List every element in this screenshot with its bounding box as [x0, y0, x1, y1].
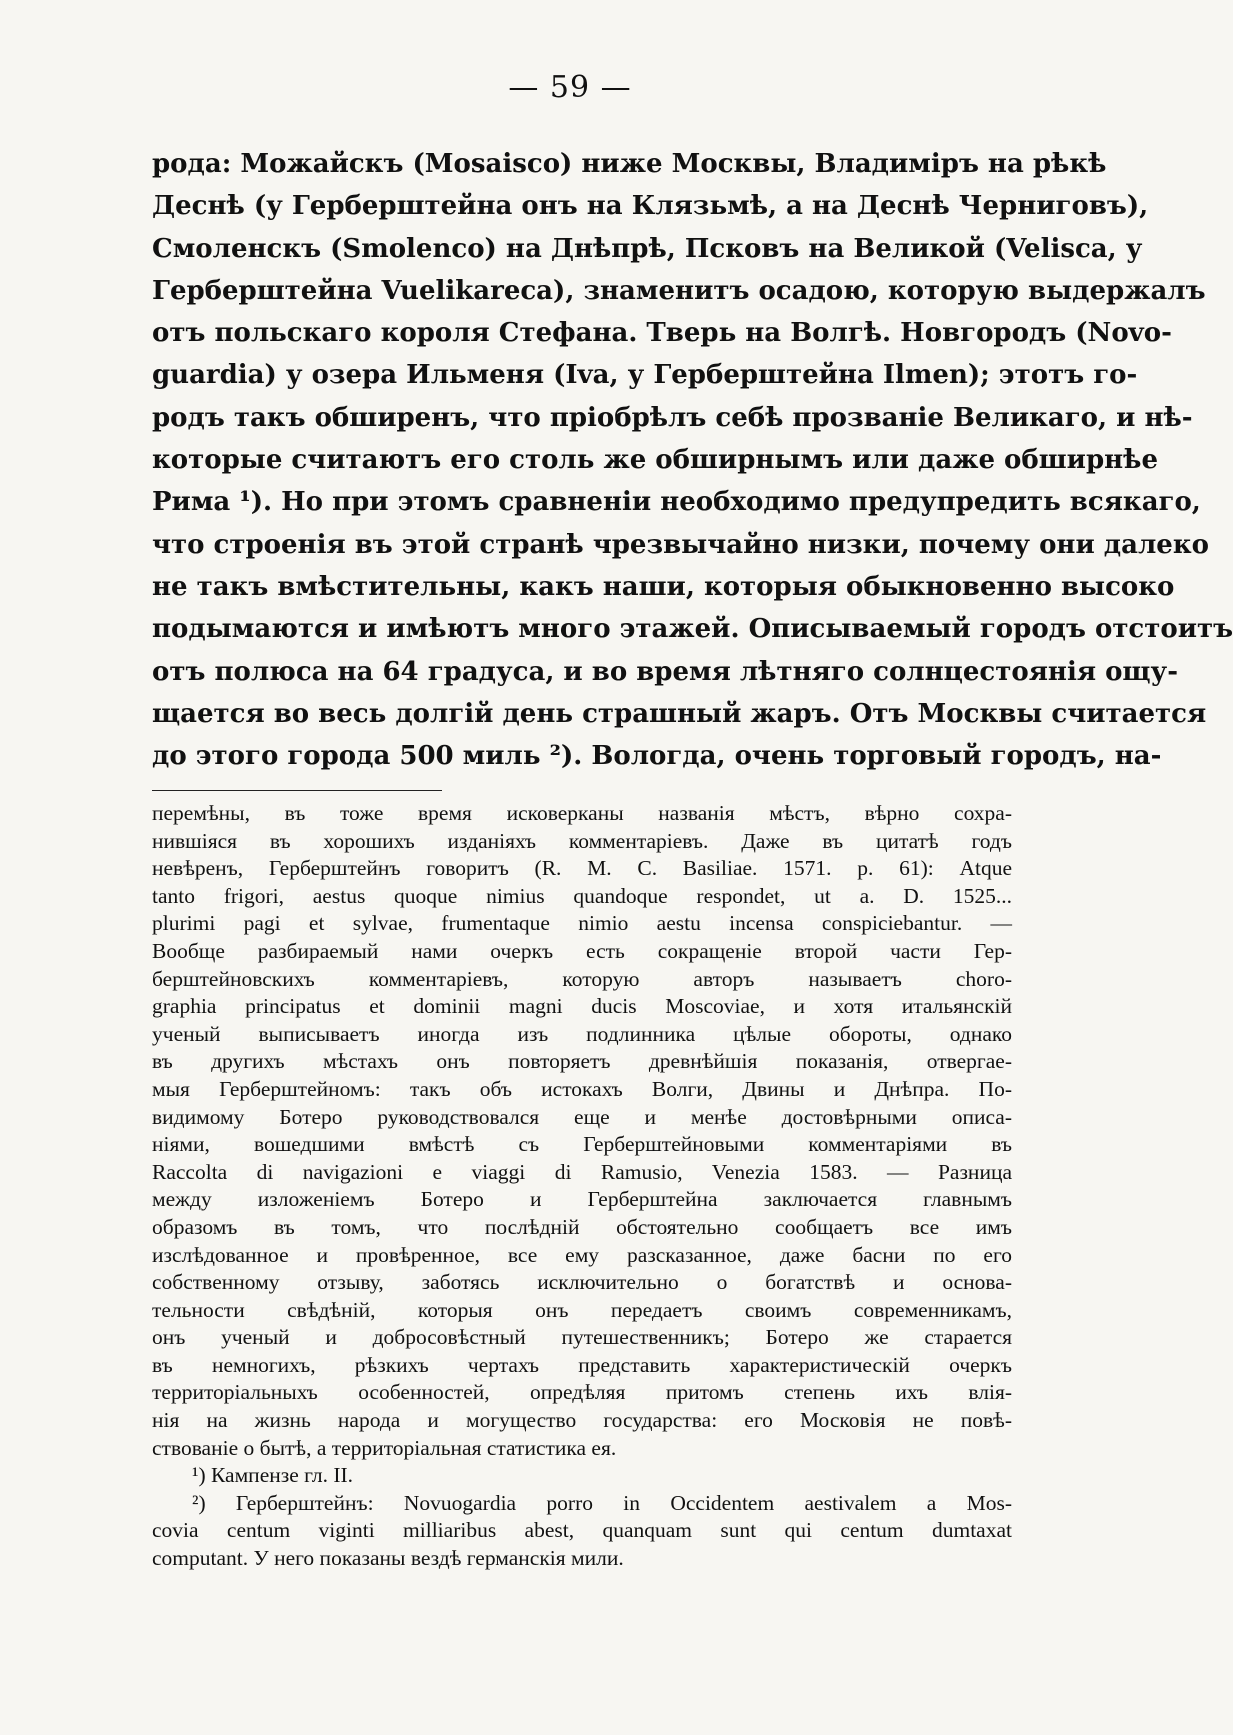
note-line: нившіяся въ хорошихъ изданіяхъ комментаріевъ. Даже въ цитатѣ годъ	[152, 828, 1012, 853]
text-line: родъ такъ обширенъ, что пріобрѣлъ себѣ прозваніе Великаго, и нѣ-	[152, 402, 1193, 433]
main-text	[152, 143, 1233, 777]
footnote-1: ¹) Кампензе гл. II.	[192, 1463, 354, 1488]
text-line: Рима ¹). Но при этомъ сравненіи необходимо предупредить всякаго,	[152, 487, 1201, 518]
footnote-2: ²) Герберштейнъ: Novuogardia porro in Occidentem aestivalem a Mos-	[192, 1490, 1012, 1515]
note-line: видимому Ботеро руководствовался еще и менѣе достовѣрными описа-	[152, 1104, 1012, 1129]
text-line: Смоленскъ (Smolenco) на Днѣпрѣ, Псковъ на Великой (Velisca, у	[152, 233, 1143, 264]
note-line: нія на жизнь народа и могущество государства: его Московія не повѣ-	[152, 1408, 1012, 1433]
note-line: въ другихъ мѣстахъ онъ повторяетъ древнѣйшія показанія, отвергае-	[152, 1049, 1012, 1074]
text-line: отъ полюса на 64 градуса, и во время лѣтняго солнцестоянія ощу-	[152, 656, 1178, 687]
footnote-2-cont: computant. У него показаны вездѣ германскія мили.	[152, 1546, 624, 1571]
text-line: до этого города 500 миль ²). Вологда, очень торговый городъ, на-	[152, 741, 1162, 772]
note-line: ніями, вошедшими вмѣстѣ съ Герберштейновыми комментаріями въ	[152, 1132, 1012, 1157]
note-line: tanto frigori, aestus quoque nimius quandoque respondet, ut a. D. 1525...	[152, 883, 1012, 908]
note-line: онъ ученый и добросовѣстный путешественникъ; Ботеро же старается	[152, 1325, 1012, 1350]
footnote-2-cont: covia centum viginti milliaribus abest, quanquam sunt qui centum dumtaxat	[152, 1518, 1012, 1543]
text-line: подымаются и имѣютъ много этажей. Описываемый городъ отстоитъ	[152, 614, 1233, 645]
note-line: ствованіе о бытѣ, а территоріальная статистика ея.	[152, 1435, 617, 1460]
note-line: перемѣны, въ тоже время исковерканы названія мѣстъ, вѣрно сохра-	[152, 801, 1012, 825]
text-line: Деснѣ (у Герберштейна онъ на Клязьмѣ, а на Деснѣ Черниговъ),	[152, 191, 1149, 222]
note-line: территоріальныхъ особенностей, опредѣляя притомъ степень ихъ влія-	[152, 1380, 1012, 1405]
note-line: между изложеніемъ Ботеро и Герберштейна заключается главнымъ	[152, 1187, 1012, 1212]
text-line: что строенія въ этой странѣ чрезвычайно низки, почему они далеко	[152, 529, 1209, 560]
note-line: собственному отзыву, заботясь исключительно о богатствѣ и основа-	[152, 1270, 1012, 1295]
note-line: изслѣдованное и провѣренное, все ему разсказанное, даже басни по его	[152, 1242, 1012, 1267]
note-line: невѣренъ, Герберштейнъ говоритъ (R. M. C. Basiliae. 1571. p. 61): Atque	[152, 856, 1012, 881]
note-line: graphia principatus et dominii magni ducis Moscoviae, и хотя итальянскій	[152, 994, 1012, 1019]
text-line: отъ польскаго короля Стефана. Тверь на Волгѣ. Новгородъ (Novo-	[152, 318, 1172, 349]
note-line: въ немногихъ, рѣзкихъ чертахъ представить характеристическій очеркъ	[152, 1352, 1012, 1377]
note-line: Raccolta di navigazioni e viaggi di Ramusio, Venezia 1583. — Разница	[152, 1159, 1012, 1184]
text-line: не такъ вмѣстительны, какъ наши, которыя обыкновенно высоко	[152, 571, 1175, 602]
note-line: мыя Герберштейномъ: такъ объ истокахъ Волги, Двины и Днѣпра. По-	[152, 1076, 1012, 1101]
page-number: — 59 —	[508, 70, 632, 105]
note-line: Вообще разбираемый нами очеркъ есть сокращеніе второй части Гер-	[152, 938, 1012, 963]
note-line: берштейновскихъ комментаріевъ, которую авторъ называетъ choro-	[152, 966, 1012, 991]
note-line: plurimi pagi et sylvae, frumentaque nimio aestu incensa conspiciebantur. —	[152, 911, 1012, 936]
footnote-area	[152, 800, 1012, 1573]
text-line: щается во весь долгій день страшный жаръ. Отъ Москвы считается	[152, 698, 1207, 729]
note-line: ученый выписываетъ иногда изъ подлинника цѣлые обороты, однако	[152, 1021, 1012, 1046]
text-line: рода: Можайскъ (Mosaisco) ниже Москвы, Владиміръ на рѣкѣ	[152, 149, 1107, 179]
text-line: guardia) у озера Ильменя (Iva, у Герберштейна Ilmen); этотъ го-	[152, 360, 1138, 391]
text-line: которые считаютъ его столь же обширнымъ или даже обширнѣе	[152, 445, 1158, 476]
note-line: тельности свѣдѣній, которыя онъ передаетъ своимъ современникамъ,	[152, 1297, 1012, 1322]
footnote-divider	[152, 790, 442, 791]
text-line: Герберштейна Vuelikareca), знаменитъ осадою, которую выдержалъ	[152, 275, 1206, 306]
note-line: образомъ въ томъ, что послѣдній обстоятельно сообщаетъ все имъ	[152, 1214, 1012, 1239]
